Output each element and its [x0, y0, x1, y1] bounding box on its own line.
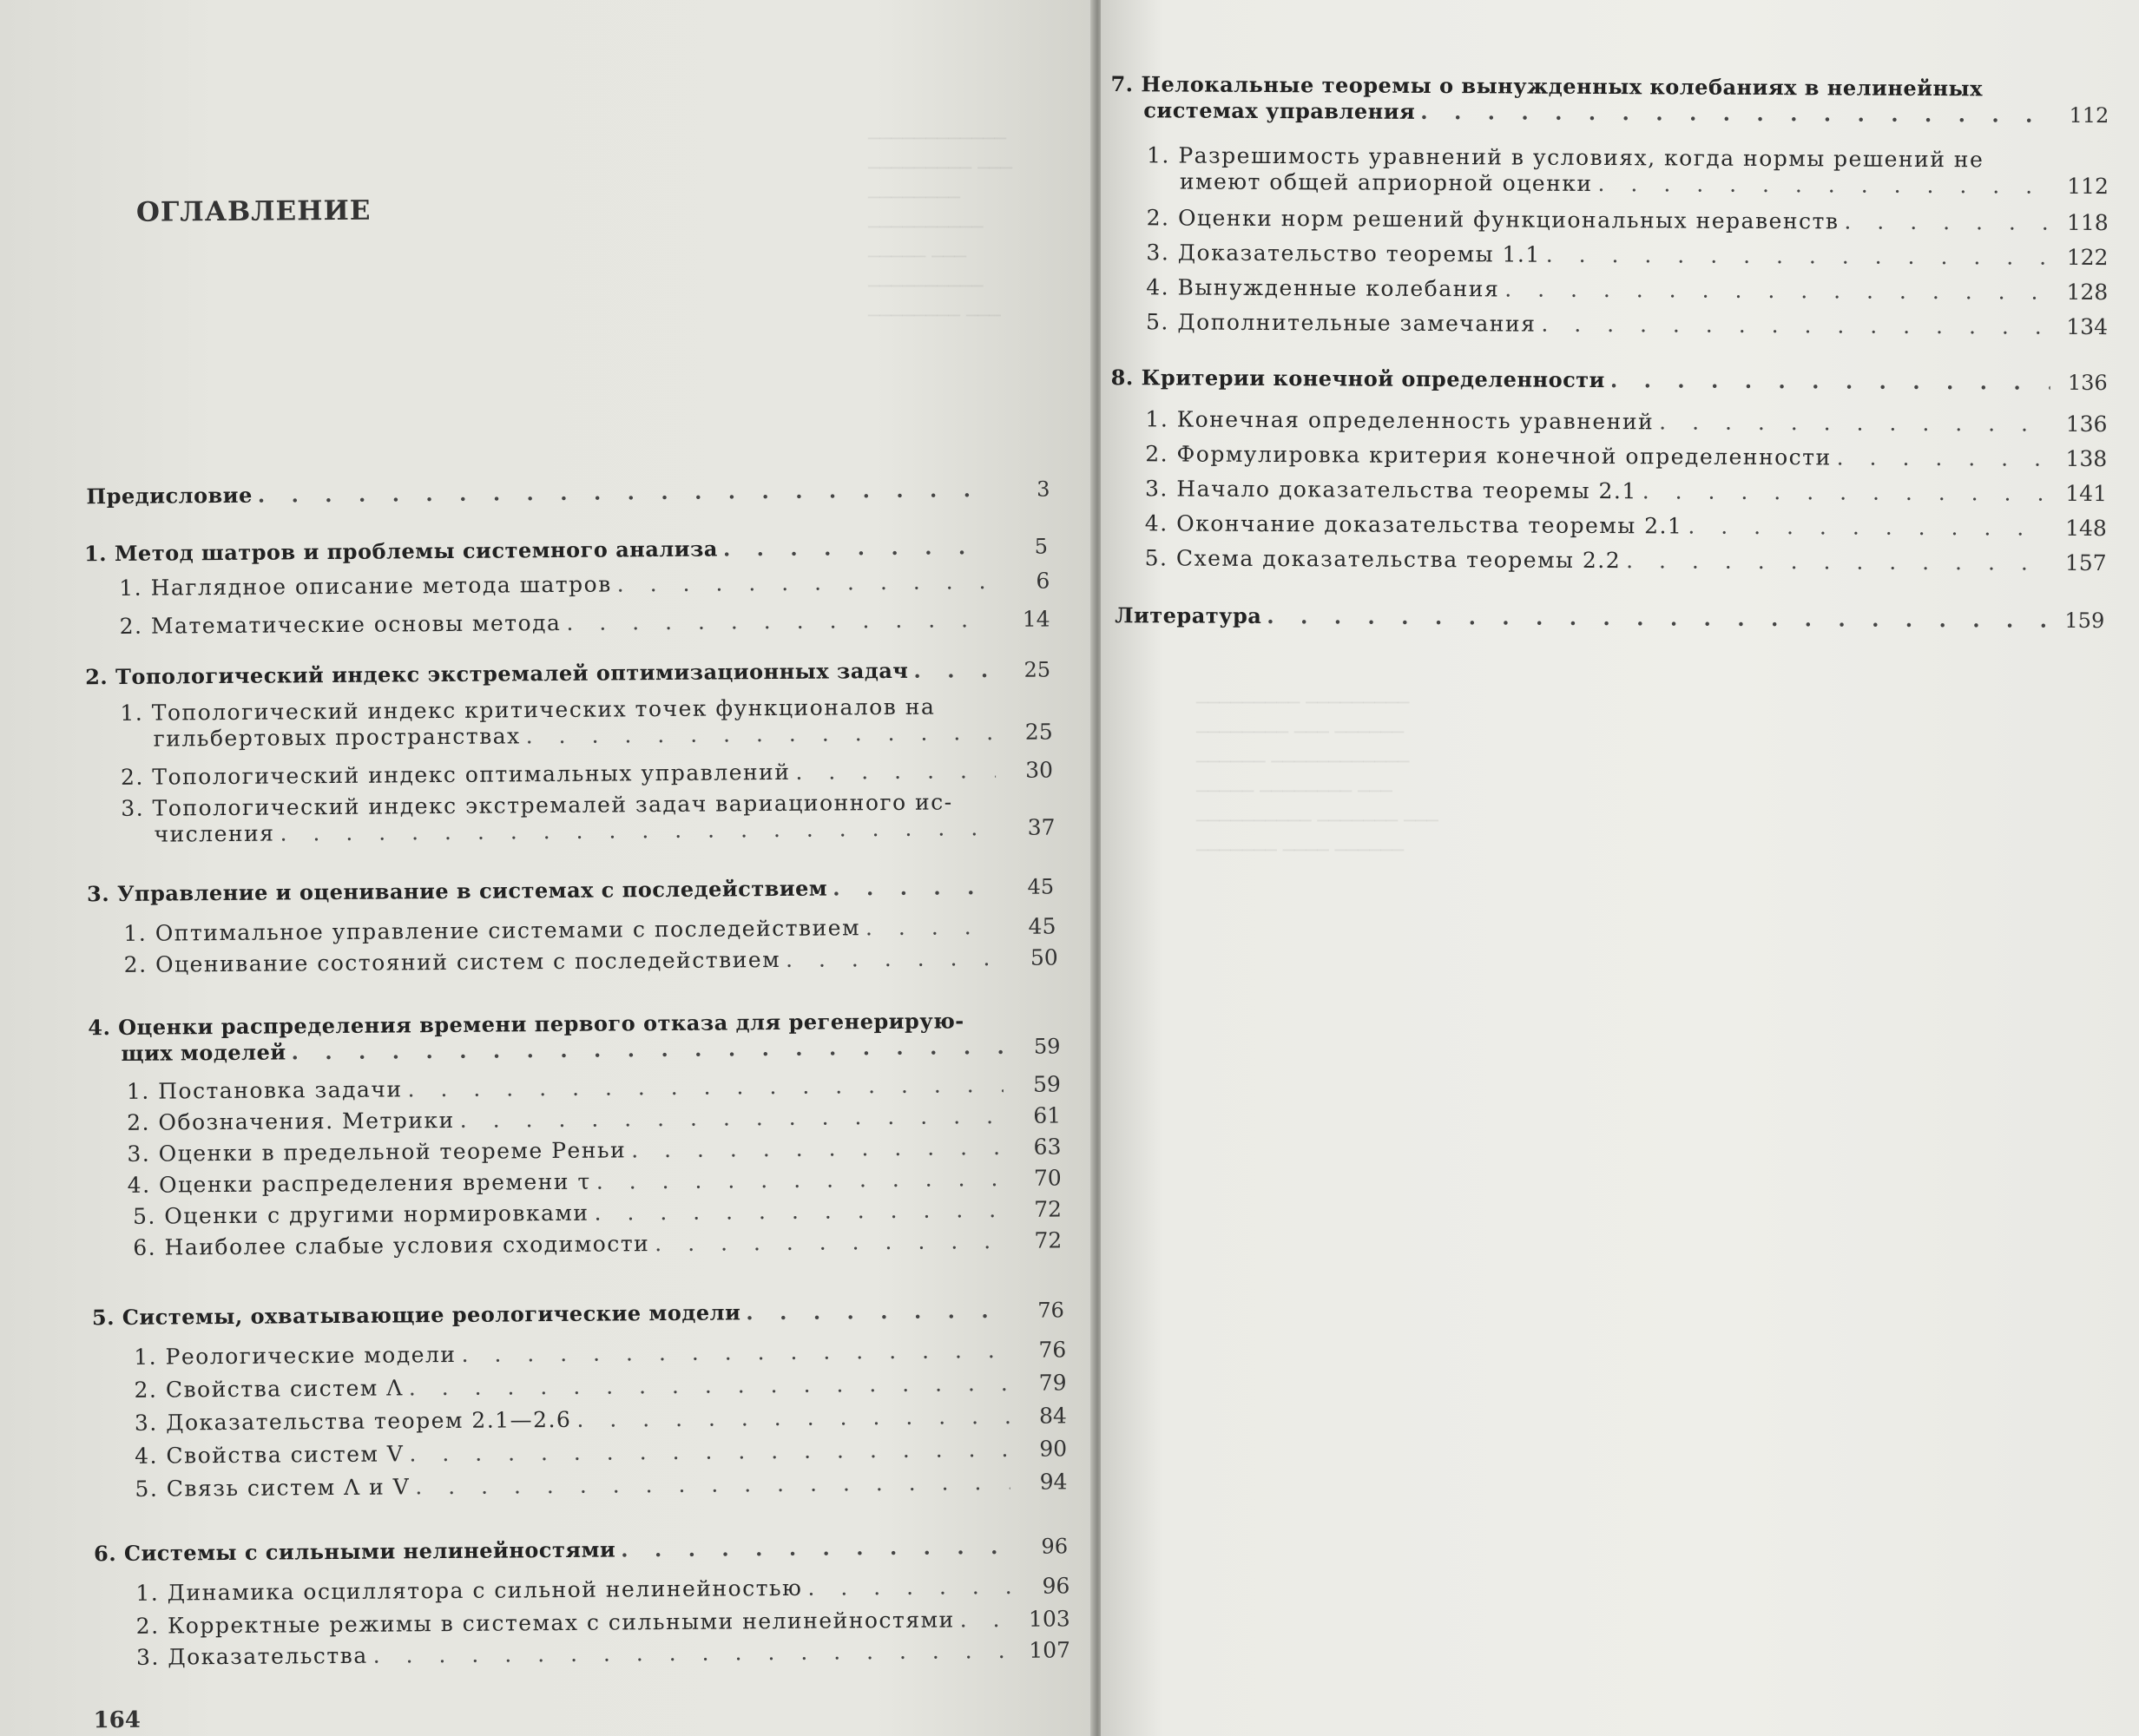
- leader-dots: [795, 758, 996, 786]
- entry-label-line2: числения: [154, 820, 275, 847]
- entry-label: 5. Связь систем Λ и V: [135, 1474, 411, 1502]
- entry-page: 25: [1023, 657, 1051, 682]
- leader-dots: [617, 569, 993, 597]
- entry-label: 2. Топологический индекс экстремалей оптимизационных задач: [85, 657, 909, 690]
- entry-label: 5. Системы, охватывающие реологические модели: [91, 1299, 741, 1331]
- toc-section-8-4[interactable]: [1145, 510, 2107, 542]
- toc-chapter-8[interactable]: [1111, 365, 2108, 396]
- entry-page: 45: [1028, 913, 1056, 939]
- toc-section-7-1[interactable]: [1147, 142, 2109, 200]
- entry-page: 3: [1037, 477, 1050, 502]
- right-page: [1101, 0, 2139, 1736]
- entry-page: 70: [1033, 1165, 1062, 1191]
- entry-label: 2. Свойства систем Λ: [134, 1375, 404, 1403]
- entry-label: 4. Окончание доказательства теоремы 2.1: [1144, 510, 1683, 539]
- entry-label: 3. Доказательство теоремы 1.1: [1146, 240, 1541, 267]
- leader-dots: [461, 1338, 1009, 1368]
- entry-label: 2. Оценки норм решений функциональных неравенств: [1146, 205, 1840, 234]
- entry-label: Литература: [1115, 602, 1262, 628]
- leader-dots: [596, 1166, 1004, 1195]
- entry-page: 128: [2066, 279, 2109, 306]
- entry-page: 96: [1042, 1573, 1070, 1599]
- entry-label-line1: 3. Топологический индекс экстремалей задач вариационного ис-: [121, 789, 953, 821]
- toc-section-4-1[interactable]: [127, 1071, 1061, 1104]
- leader-dots: [373, 1638, 1014, 1669]
- entry-page: 72: [1034, 1196, 1063, 1222]
- toc-section-8-1[interactable]: [1145, 406, 2107, 437]
- entry-label: 5. Дополнительные замечания: [1145, 309, 1537, 337]
- leader-dots: [723, 534, 991, 562]
- entry-label: 3. Доказательства: [135, 1642, 368, 1670]
- toc-section-8-2[interactable]: [1145, 441, 2107, 472]
- leader-dots: [1504, 276, 2050, 305]
- leader-dots: [1546, 242, 2051, 271]
- entry-label-line2: имеют общей априорной оценки: [1179, 168, 1593, 196]
- entry-label-line2: гильбертовых пространствах: [153, 723, 521, 752]
- leader-dots: [833, 874, 997, 901]
- entry-page: 94: [1039, 1469, 1068, 1495]
- entry-page: 61: [1033, 1102, 1062, 1128]
- entry-label: 1. Метод шатров и проблемы системного анализа: [83, 536, 719, 567]
- toc-section-7-3[interactable]: [1146, 240, 2108, 271]
- leader-dots: [1659, 409, 2050, 437]
- entry-page: 118: [2066, 209, 2109, 236]
- leader-dots: [1598, 171, 2051, 200]
- leader-dots: [258, 477, 993, 509]
- toc-chapter-2[interactable]: [85, 657, 1050, 691]
- toc-section-1-1[interactable]: [119, 569, 1050, 602]
- entry-page: 141: [2065, 480, 2108, 507]
- entry-label: 2. Оценивание состояний систем с последействием: [123, 946, 781, 977]
- entry-label-line1: 1. Топологический индекс критических точек функционалов на: [120, 694, 936, 726]
- entry-label: 6. Системы с сильными нелинейностями: [93, 1536, 616, 1567]
- entry-page: 76: [1038, 1337, 1067, 1363]
- entry-page: 25: [1024, 719, 1053, 745]
- toc-chapter-6[interactable]: [94, 1533, 1068, 1567]
- entry-page: 30: [1025, 757, 1054, 783]
- leader-dots: [280, 815, 997, 846]
- leader-dots: [1642, 478, 2050, 506]
- toc-section-5-2[interactable]: [134, 1370, 1066, 1403]
- show-through-text: ──────────── ───────── ─── ──────── ────────── ───── ─── ────────── ──────── ───: [868, 128, 1012, 327]
- toc-section-1-2[interactable]: [120, 607, 1050, 640]
- toc-section-5-1[interactable]: [134, 1337, 1066, 1370]
- right-page-content: [1101, 0, 2139, 1736]
- entry-page: 157: [2064, 549, 2107, 576]
- entry-page: 5: [1034, 534, 1049, 559]
- entry-label: 3. Управление и оценивание в системах с последействием: [86, 875, 828, 907]
- entry-label: 4. Вынужденные колебания: [1146, 274, 1500, 302]
- leader-dots: [291, 1034, 1003, 1065]
- entry-page: 45: [1027, 874, 1055, 899]
- entry-page: 96: [1041, 1534, 1069, 1559]
- entry-page: 134: [2066, 313, 2109, 340]
- entry-page: 103: [1028, 1606, 1070, 1632]
- entry-page: 148: [2065, 515, 2107, 542]
- page-number: 164: [93, 1706, 141, 1734]
- toc-section-4-4[interactable]: [128, 1165, 1062, 1198]
- leader-dots: [960, 1607, 1013, 1633]
- entry-page: 90: [1039, 1436, 1068, 1462]
- toc-section-2-3[interactable]: [121, 788, 1055, 847]
- toc-section-8-5[interactable]: [1145, 545, 2107, 576]
- entry-label: 1. Реологические модели: [134, 1341, 457, 1370]
- leader-dots: [913, 657, 993, 684]
- entry-label: 2. Формулировка критерия конечной определенности: [1145, 441, 1832, 470]
- leader-dots: [655, 1228, 1004, 1257]
- toc-section-8-3[interactable]: [1145, 476, 2107, 507]
- leader-dots: [594, 1197, 1004, 1226]
- toc-section-4-5[interactable]: [133, 1196, 1062, 1229]
- toc-chapter-4[interactable]: [88, 1007, 1060, 1067]
- toc-section-5-5[interactable]: [135, 1469, 1067, 1502]
- entry-page: 112: [2067, 173, 2109, 200]
- toc-chapter-3[interactable]: [87, 873, 1054, 907]
- toc-section-4-6[interactable]: [133, 1227, 1062, 1260]
- toc-section-4-2[interactable]: [127, 1102, 1061, 1135]
- leader-dots: [576, 1404, 1010, 1433]
- toc-section-6-3[interactable]: [136, 1637, 1070, 1670]
- entry-label-line2: щих моделей: [121, 1039, 286, 1066]
- entry-page: 136: [2065, 411, 2108, 437]
- entry-label-line1: 4. Оценки распределения времени первого отказа для регенерирую-: [88, 1008, 964, 1041]
- entry-page: 138: [2065, 445, 2108, 472]
- entry-label: 5. Схема доказательства теоремы 2.2: [1144, 545, 1622, 574]
- entry-label: 2. Корректные режимы в системах с сильными нелинейностями: [135, 1607, 955, 1639]
- leader-dots: [409, 1371, 1010, 1401]
- toc-section-7-5[interactable]: [1146, 309, 2108, 340]
- entry-page: 63: [1033, 1134, 1062, 1160]
- entry-label: 1. Постановка задачи: [126, 1076, 403, 1104]
- entry-page: 59: [1032, 1071, 1061, 1097]
- entry-page: 79: [1038, 1370, 1067, 1396]
- entry-label: 8. Критерии конечной определенности: [1110, 365, 1605, 393]
- toc-section-7-4[interactable]: [1146, 274, 2108, 306]
- toc-literature[interactable]: [1115, 602, 2104, 634]
- leader-dots: [807, 1574, 1012, 1601]
- show-through-text: ───────── ───────── ──────── ─── ────── ────── ──────────── ───── ──────── ─── ────────── ─────── ─── ─────── ──── ──────: [1196, 693, 1438, 862]
- entry-label: 6. Наиболее слабые условия сходимости: [133, 1231, 650, 1260]
- toc-section-3-2[interactable]: [124, 944, 1058, 977]
- entry-label: Предисловие: [86, 482, 253, 510]
- entry-label-line1: 7. Нелокальные теоремы о вынужденных колебаниях в нелинейных: [1110, 71, 1984, 102]
- entry-page: 50: [1030, 944, 1058, 970]
- leader-dots: [865, 914, 999, 941]
- leader-dots: [1541, 312, 2050, 340]
- leader-dots: [1844, 208, 2050, 235]
- leader-dots: [1688, 514, 2050, 542]
- entry-page: 72: [1034, 1227, 1063, 1253]
- entry-page: 76: [1037, 1298, 1065, 1323]
- entry-label: 2. Обозначения. Метрики: [127, 1107, 455, 1135]
- entry-label: 3. Оценки в предельной теореме Реньи: [127, 1137, 627, 1167]
- leader-dots: [746, 1298, 1007, 1325]
- entry-label-line2: системах управления: [1143, 97, 1416, 124]
- leader-dots: [407, 1072, 1004, 1102]
- leader-dots: [1420, 99, 2051, 128]
- entry-label: 4. Свойства систем V: [135, 1441, 405, 1469]
- leader-dots: [415, 1470, 1010, 1500]
- entry-label: 1. Конечная определенность уравнений: [1145, 406, 1655, 435]
- toc-section-5-4[interactable]: [135, 1436, 1067, 1469]
- entry-page: 112: [2069, 102, 2109, 128]
- toc-section-6-2[interactable]: [136, 1606, 1070, 1639]
- entry-label: 2. Топологический индекс оптимальных управлений: [120, 759, 791, 790]
- entry-label: 3. Доказательства теорем 2.1—2.6: [134, 1406, 572, 1436]
- toc-title: ОГЛАВЛЕНИЕ: [135, 194, 372, 228]
- toc-chapter-7[interactable]: [1110, 71, 2109, 128]
- entry-page: 84: [1038, 1403, 1067, 1429]
- toc-section-4-3[interactable]: [127, 1134, 1061, 1167]
- entry-page: 14: [1022, 606, 1050, 632]
- entry-page: 6: [1036, 568, 1050, 594]
- entry-page: 37: [1027, 814, 1056, 840]
- entry-label-line1: 1. Разрешимость уравнений в условиях, когда нормы решений не: [1146, 142, 1984, 173]
- entry-page: 107: [1029, 1637, 1071, 1663]
- leader-dots: [621, 1534, 1010, 1563]
- entry-page: 59: [1033, 1034, 1061, 1059]
- toc-section-2-2[interactable]: [121, 758, 1053, 791]
- leader-dots: [786, 945, 1001, 973]
- toc-chapter-1[interactable]: [84, 534, 1048, 568]
- entry-label: 2. Математические основы метода: [119, 609, 562, 639]
- leader-dots: [409, 1437, 1010, 1467]
- toc-section-2-1[interactable]: [120, 694, 1052, 753]
- toc-section-6-1[interactable]: [135, 1573, 1070, 1606]
- toc-chapter-5[interactable]: [92, 1297, 1064, 1331]
- toc-section-3-1[interactable]: [123, 913, 1056, 946]
- leader-dots: [1267, 603, 2047, 634]
- toc-section-7-2[interactable]: [1147, 205, 2109, 236]
- leader-dots: [1610, 367, 2050, 396]
- entry-page: 122: [2066, 244, 2109, 271]
- leader-dots: [1837, 444, 2050, 471]
- entry-label: 4. Оценки распределения времени τ: [127, 1168, 591, 1198]
- entry-label: 1. Оптимальное управление системами с последействием: [123, 915, 861, 946]
- toc-section-5-3[interactable]: [135, 1403, 1067, 1436]
- entry-label: 3. Начало доказательства теоремы 2.1: [1144, 476, 1637, 504]
- leader-dots: [460, 1103, 1004, 1134]
- entry-label: 5. Оценки с другими нормировками: [132, 1200, 589, 1229]
- entry-label: 1. Динамика осциллятора с сильной нелинейностью: [135, 1575, 803, 1606]
- leader-dots: [526, 720, 996, 749]
- entry-page: 136: [2067, 370, 2108, 396]
- entry-label: 1. Наглядное описание метода шатров: [119, 571, 612, 601]
- leader-dots: [631, 1134, 1004, 1163]
- leader-dots: [1626, 548, 2050, 576]
- entry-page: 159: [2064, 608, 2105, 634]
- leader-dots: [566, 607, 992, 636]
- toc-entry-preface[interactable]: [86, 477, 1050, 510]
